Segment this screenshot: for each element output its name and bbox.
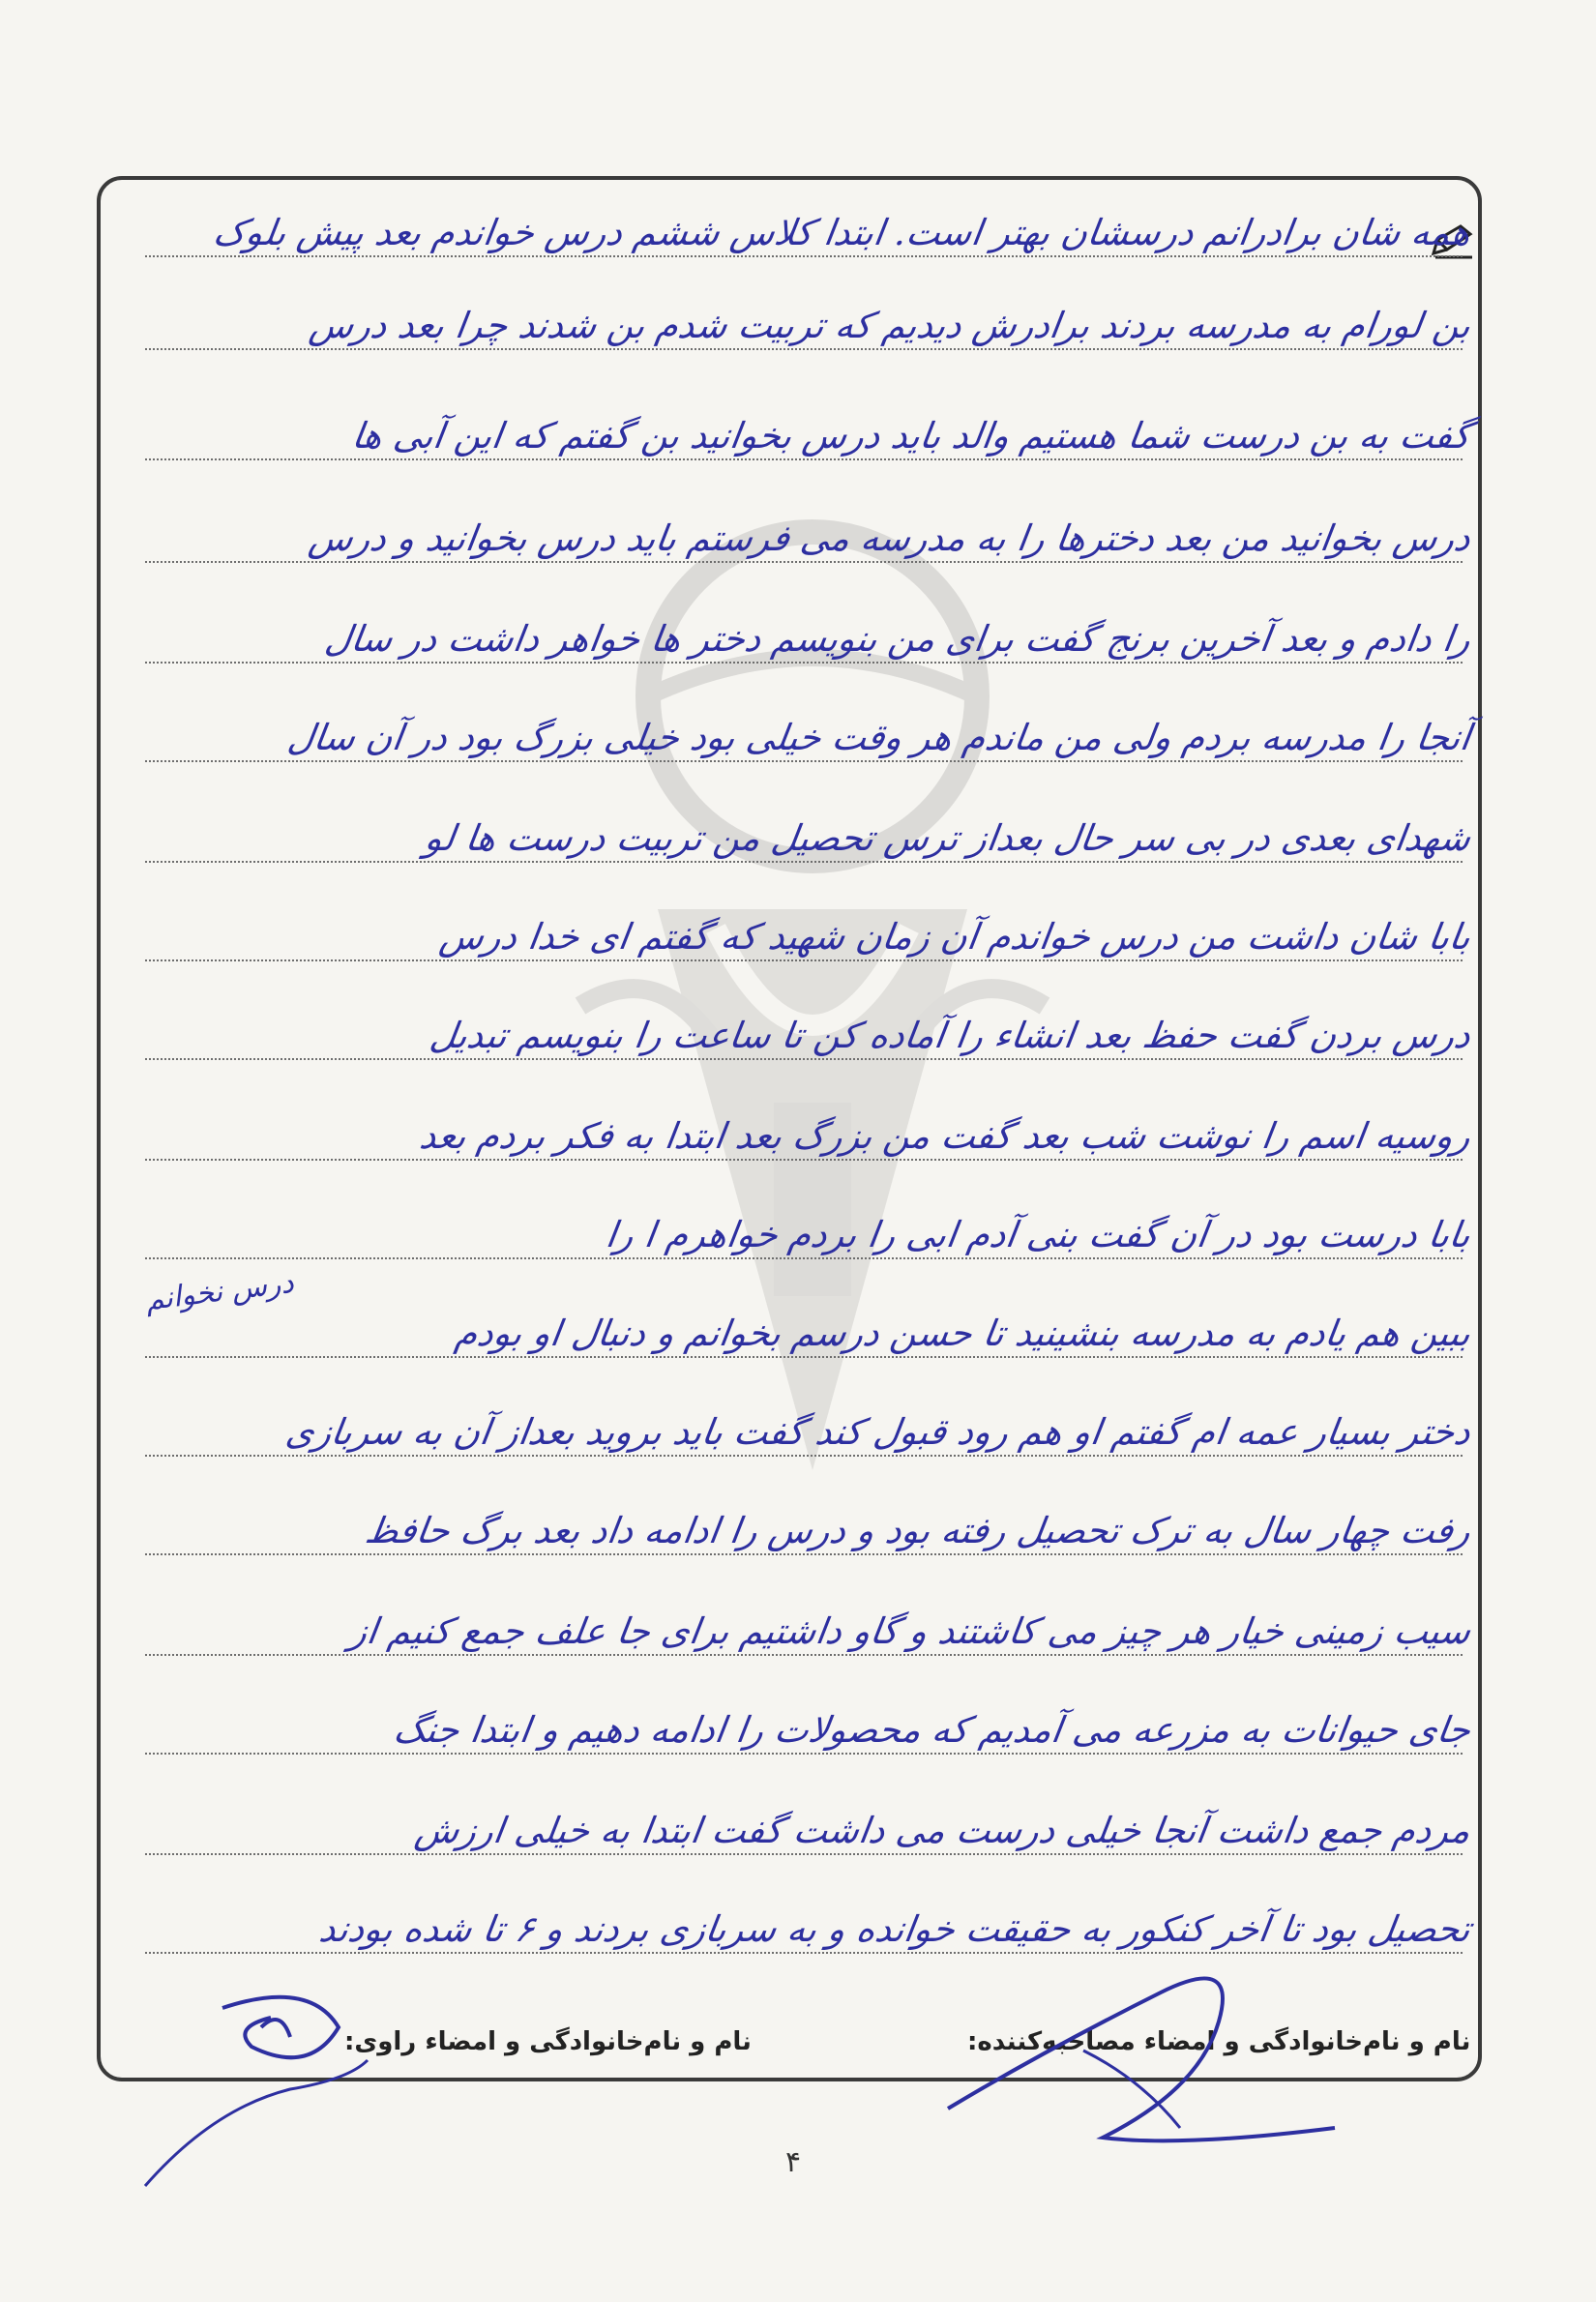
handwritten-line: درس بردن گفت حفظ بعد انشاء را آماده کن تا ساعت را بنویسم تبدیل xyxy=(427,1015,1474,1056)
ruling-line xyxy=(145,1354,1463,1358)
narrator-signature-scribble xyxy=(135,2051,387,2205)
handwritten-line: درس بخوانید من بعد دخترها را به مدرسه می فرستم باید درس بخوانید و درس xyxy=(306,517,1474,559)
narrator-signature-label: نام و نام‌خانوادگی و امضاء راوی: xyxy=(344,2027,752,2056)
ruling-line xyxy=(145,1551,1463,1555)
handwritten-line: سیب زمینی خیار هر چیز می کاشتند و گاو داشتیم برای جا علف جمع کنیم از xyxy=(346,1610,1474,1652)
interviewer-signature xyxy=(929,1934,1393,2167)
handwritten-line: جای حیوانات به مزرعه می آمدیم که محصولات را ادامه دهیم و ابتدا جنگ xyxy=(391,1709,1474,1751)
handwritten-line: بابا شان داشت من درس خواندم آن زمان شهید که گفتم ای خدا درس xyxy=(436,916,1474,958)
handwritten-line: مردم جمع داشت آنجا خیلی درست می داشت گفت ابتدا به خیلی ارزش xyxy=(412,1810,1474,1851)
ruling-line xyxy=(145,859,1463,863)
ruling-line xyxy=(145,1751,1463,1755)
page-number: ۴ xyxy=(785,2145,802,2179)
ruling-line xyxy=(145,1453,1463,1457)
ruling-line xyxy=(145,559,1463,563)
handwritten-line: روسیه اسم را نوشت شب بعد گفت من بزرگ بعد ابتدا به فکر بردم بعد xyxy=(417,1115,1474,1157)
handwritten-line: همه شان برادرانم درسشان بهتر است. ابتدا کلاس ششم درس خواندم بعد پیش بلوک xyxy=(210,212,1474,253)
handwritten-line: تحصیل بود تا آخر کنکور به حقیقت خوانده و به سربازی بردند و ۶ تا شده بودند xyxy=(316,1908,1474,1950)
handwritten-line: بن لورام به مدرسه بردند برادرش دیدیم که تربیت شدم بن شدند چرا بعد درس xyxy=(307,305,1474,346)
ruling-line xyxy=(145,457,1463,460)
handwritten-line: دختر بسیار عمه ام گفتم او هم رود قبول کند گفت باید بروید بعداز آن به سربازی xyxy=(282,1411,1474,1453)
ruling-line xyxy=(145,1157,1463,1161)
ruling-line xyxy=(145,1851,1463,1855)
handwritten-line: شهدای بعدی در بی سر حال بعداز ترس تحصیل من تربیت درست ها لو xyxy=(422,817,1474,859)
interviewer-signature-label: نام و نام‌خانوادگی و امضاء مصاحبه‌کننده: xyxy=(967,2027,1471,2056)
handwritten-line: گفت به بن درست شما هستیم والد باید درس بخوانید بن گفتم که این آبی ها xyxy=(349,415,1474,457)
ruling-line xyxy=(145,660,1463,664)
ruling-line xyxy=(145,1056,1463,1060)
handwritten-line: رفت چهار سال به ترک تحصیل رفته بود و درس را ادامه داد بعد برگ حافظ xyxy=(362,1510,1474,1551)
ruling-line xyxy=(145,346,1463,350)
handwritten-line: ببین هم یادم به مدرسه بنشینید تا حسن درسم بخوانم و دنبال او بودم xyxy=(452,1313,1474,1354)
ruling-line xyxy=(145,958,1463,961)
handwritten-line: آنجا را مدرسه بردم ولی من ماندم هر وقت خیلی بود خیلی بزرگ بود در آن سال xyxy=(284,717,1474,758)
ruling-line xyxy=(145,758,1463,762)
ruling-line xyxy=(145,1255,1463,1259)
ruling-line xyxy=(145,253,1463,257)
handwritten-line: بابا درست بود در آن گفت بنی آدم ابی را بردم خواهرم ا را xyxy=(603,1214,1474,1255)
margin-note: درس نخوانم xyxy=(143,1265,296,1318)
ruling-line xyxy=(145,1652,1463,1656)
handwritten-line: را دادم و بعد آخرین برنج گفت برای من بنویسم دختر ها خواهر داشت در سال xyxy=(322,618,1474,660)
